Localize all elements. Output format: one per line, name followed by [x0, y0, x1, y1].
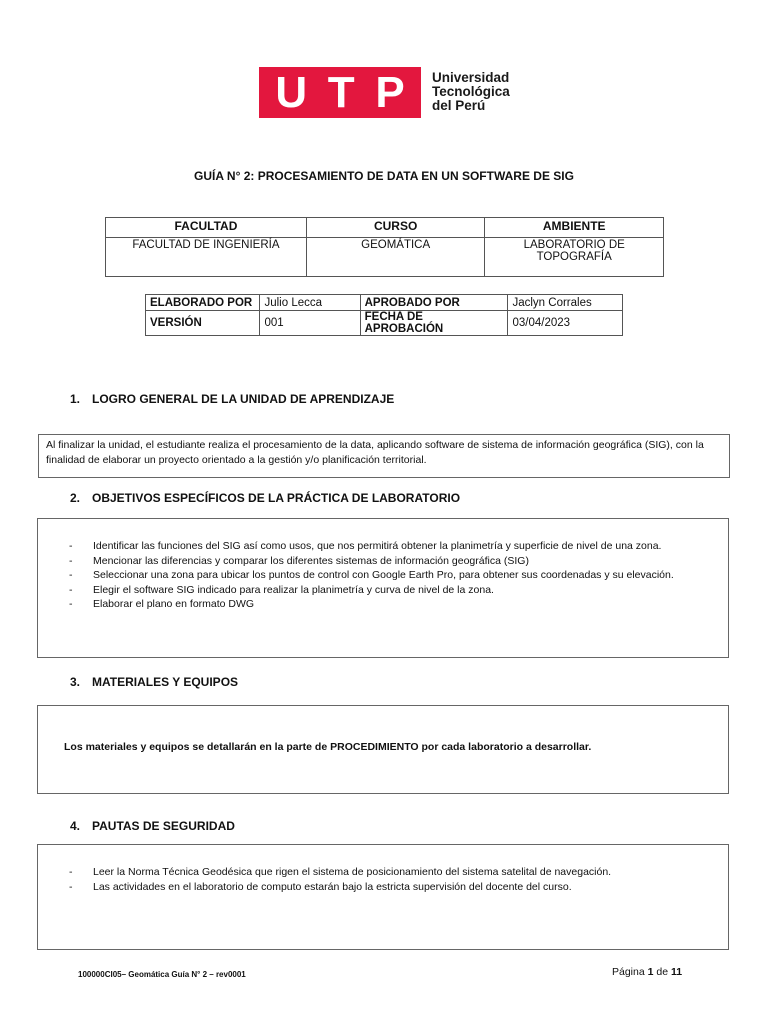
value-elaborado: Julio Lecca	[260, 295, 360, 311]
document-title: GUÍA N° 2: PROCESAMIENTO DE DATA EN UN SOFTWARE DE SIG	[194, 169, 574, 183]
section-heading-1: 1. LOGRO GENERAL DE LA UNIDAD DE APRENDIZAJE	[70, 392, 395, 406]
section-2-box	[37, 518, 729, 658]
list-item: - Leer la Norma Técnica Geodésica que rigen el sistema de posicionamiento del sistema satelital de navegación.	[69, 865, 719, 880]
label-aprobado: APROBADO POR	[360, 295, 508, 311]
logo-letter-p: P	[375, 67, 405, 117]
label-elaborado: ELABORADO POR	[146, 295, 260, 311]
university-name-line: Universidad	[432, 70, 510, 85]
value-aprobado: Jaclyn Corrales	[508, 295, 623, 311]
value-version: 001	[260, 311, 360, 336]
objectives-list	[69, 539, 719, 612]
list-item: - Mencionar las diferencias y comparar los diferentes sistemas de información geográfica (SIG)	[69, 554, 719, 569]
logo-letter-t: T	[327, 67, 355, 117]
university-name-line: del Perú	[432, 98, 486, 113]
safety-list	[69, 865, 719, 894]
value-fecha: 03/04/2023	[508, 311, 623, 336]
section-1-box	[38, 434, 730, 478]
header-curso: CURSO	[306, 218, 485, 238]
list-item: - Las actividades en el laboratorio de computo estarán bajo la estricta supervisión del docente del curso.	[69, 880, 719, 895]
section-heading-4: 4. PAUTAS DE SEGURIDAD	[70, 819, 235, 833]
university-name-line: Tecnológica	[432, 84, 510, 99]
logo-letter-u: U	[275, 67, 308, 117]
cell-facultad: FACULTAD DE INGENIERÍA	[106, 238, 307, 277]
header-facultad: FACULTAD	[106, 218, 307, 238]
section-heading-2: 2. OBJETIVOS ESPECÍFICOS DE LA PRÁCTICA DE LABORATORIO	[70, 491, 461, 505]
header-ambiente: AMBIENTE	[485, 218, 664, 238]
cell-ambiente: LABORATORIO DE TOPOGRAFÍA	[485, 238, 664, 277]
list-item: - Elegir el software SIG indicado para realizar la planimetría y curva de nivel de la zona.	[69, 583, 719, 598]
section-1-text: Al finalizar la unidad, el estudiante realiza el procesamiento de la data, aplicando software de sistema de información geográfica (SIG), con la finalidad de elaborar un proyecto orientado a la gestión y/o planificación territorial.	[46, 439, 704, 466]
course-info-table	[105, 217, 664, 277]
list-item: - Seleccionar una zona para ubicar los puntos de control con Google Earth Pro, para obtener sus coordenadas y su elevación.	[69, 568, 719, 583]
page-number: Página 1 de 11	[612, 966, 683, 978]
utp-logo	[259, 67, 421, 118]
cell-curso: GEOMÁTICA	[306, 238, 485, 277]
section-3-text: Los materiales y equipos se detallarán en la parte de PROCEDIMIENTO por cada laboratorio a desarrollar.	[64, 741, 592, 753]
footer-document-code: 100000CI05– Geomática Guía N° 2 – rev0001	[78, 970, 246, 979]
label-fecha: FECHA DE APROBACIÓN	[360, 311, 508, 336]
university-name	[432, 71, 510, 113]
list-item: - Elaborar el plano en formato DWG	[69, 597, 719, 612]
section-4-box	[37, 844, 729, 950]
approval-table	[145, 294, 623, 336]
list-item: - Identificar las funciones del SIG así como usos, que nos permitirá obtener la planimetría y superficie de nivel de una zona.	[69, 539, 719, 554]
label-version: VERSIÓN	[146, 311, 260, 336]
section-heading-3: 3. MATERIALES Y EQUIPOS	[70, 675, 239, 689]
